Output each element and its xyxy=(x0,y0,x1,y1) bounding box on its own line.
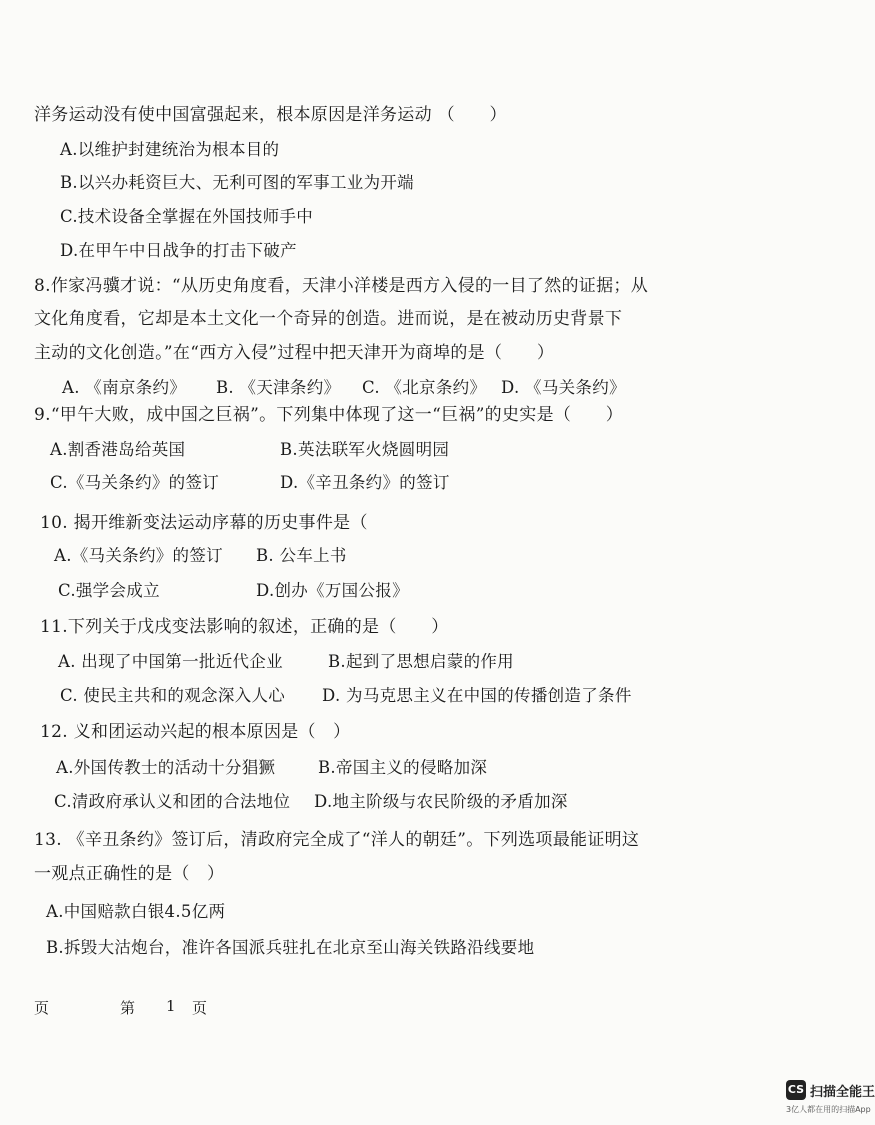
q12-option-c: C.清政府承认义和团的合法地位 xyxy=(54,792,291,811)
footer-page-label: 第 xyxy=(120,999,136,1017)
q8-option-b: B. 《天津条约》 xyxy=(216,378,341,397)
q9-stem: 9.“甲午大败，成中国之巨祸”。下列集中体现了这一“巨祸”的史实是（ ） xyxy=(34,405,624,425)
q11-option-d: D. 为马克思主义在中国的传播创造了条件 xyxy=(322,686,632,705)
q12-option-d: D.地主阶级与农民阶级的矛盾加深 xyxy=(314,792,568,811)
q7-option-c: C.技术设备全掌握在外国技师手中 xyxy=(60,207,314,226)
q9-option-a: A.割香港岛给英国 xyxy=(50,440,186,459)
q7-option-d: D.在甲午中日战争的打击下破产 xyxy=(60,241,297,260)
q8-stem-line2: 文化角度看，它却是本土文化一个奇异的创造。进而说，是在被动历史背景下 xyxy=(34,309,623,329)
q10-option-c: C.强学会成立 xyxy=(58,581,160,600)
q7-option-a: A.以维护封建统治为根本目的 xyxy=(60,140,280,159)
q8-stem-line3: 主动的文化创造。”在“西方入侵”过程中把天津开为商埠的是（ ） xyxy=(34,343,555,363)
q12-option-a: A.外国传教士的活动十分猖獗 xyxy=(56,758,276,777)
footer-left-mark: 页 xyxy=(34,999,50,1017)
q13-option-a: A.中国赔款白银4.5亿两 xyxy=(46,902,226,921)
q9-option-d: D.《辛丑条约》的签订 xyxy=(280,473,450,492)
q10-option-d: D.创办《万国公报》 xyxy=(256,581,409,600)
q13-option-b: B.拆毁大沽炮台，准许各国派兵驻扎在北京至山海关铁路沿线要地 xyxy=(46,938,535,957)
q11-option-b: B.起到了思想启蒙的作用 xyxy=(328,652,514,671)
footer-page-unit: 页 xyxy=(192,999,208,1017)
q12-option-b: B.帝国主义的侵略加深 xyxy=(318,758,488,777)
q11-option-c: C. 使民主共和的观念深入人心 xyxy=(60,686,286,705)
q10-option-a: A.《马关条约》的签订 xyxy=(54,546,223,565)
q8-option-c: C. 《北京条约》 xyxy=(362,378,487,397)
watermark-app-name: 扫描全能王 xyxy=(810,1085,875,1100)
q10-option-b: B. 公车上书 xyxy=(256,546,347,565)
q13-stem-line1: 13. 《辛丑条约》签订后，清政府完全成了“洋人的朝廷”。下列选项最能证明这 xyxy=(34,830,640,850)
q7-stem: 洋务运动没有使中国富强起来，根本原因是洋务运动 （ ） xyxy=(34,105,507,125)
q9-option-c: C.《马关条约》的签订 xyxy=(50,473,220,492)
q11-stem: 11.下列关于戊戌变法影响的叙述，正确的是（ ） xyxy=(40,617,449,637)
q9-option-b: B.英法联军火烧圆明园 xyxy=(280,440,450,459)
q13-stem-line2: 一观点正确性的是（ ） xyxy=(34,864,225,884)
camscanner-logo-icon: CS xyxy=(786,1080,806,1100)
q12-stem: 12. 义和团运动兴起的根本原因是（ ） xyxy=(40,722,351,742)
q8-option-d: D. 《马关条约》 xyxy=(501,378,626,397)
q7-option-b: B.以兴办耗资巨大、无利可图的军事工业为开端 xyxy=(60,173,414,192)
q10-stem: 10. 揭开维新变法运动序幕的历史事件是（ xyxy=(40,513,368,533)
footer-page-number: 1 xyxy=(166,997,176,1015)
watermark-tagline: 3亿人都在用的扫描App xyxy=(786,1105,871,1114)
q11-option-a: A. 出现了中国第一批近代企业 xyxy=(58,652,283,671)
q8-stem-line1: 8.作家冯骥才说：“从历史角度看，天津小洋楼是西方入侵的一目了然的证据；从 xyxy=(34,276,649,296)
q8-option-a: A. 《南京条约》 xyxy=(62,378,187,397)
